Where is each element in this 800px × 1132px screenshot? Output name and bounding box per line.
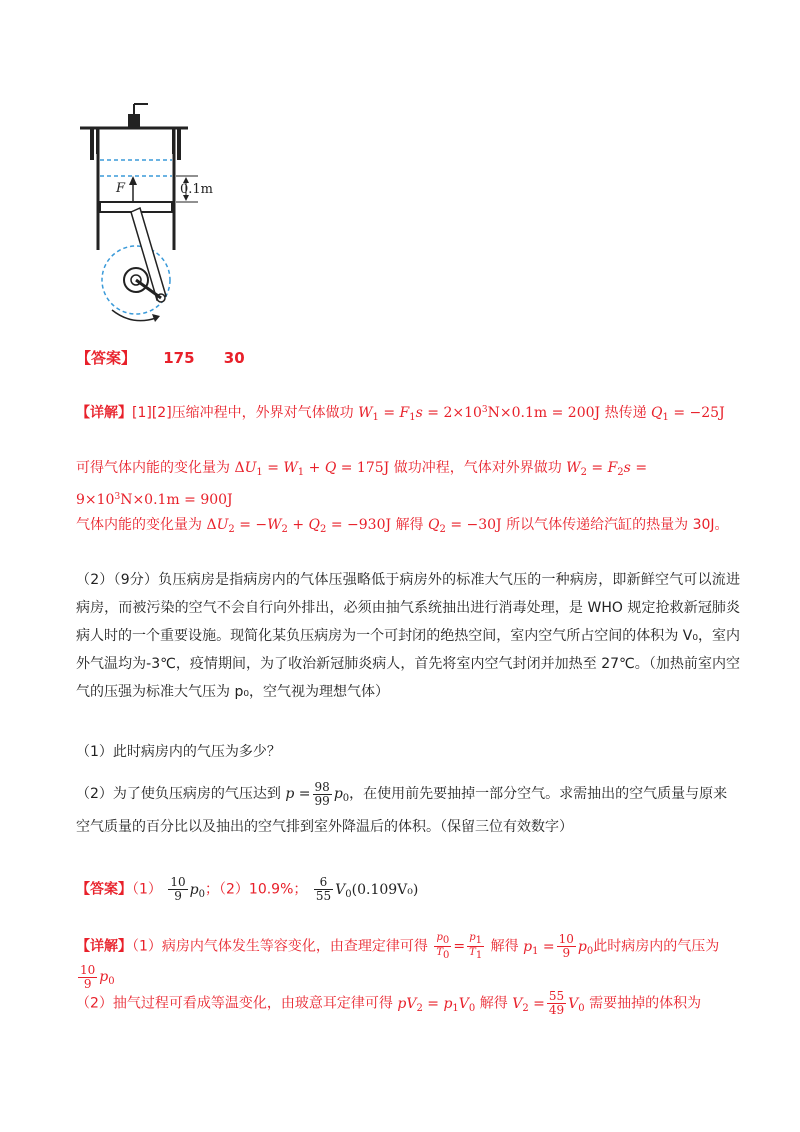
answer-2-part-1: （1） xyxy=(132,881,162,898)
answer-1 xyxy=(76,346,740,370)
detail-2-num: 10 xyxy=(558,932,574,946)
detail-2-v-num: 55 xyxy=(548,989,565,1003)
detail-1-text-4: 气体内能的变化量为 xyxy=(76,517,202,533)
detail-1-heat-text: 热传递 xyxy=(604,405,647,421)
answer-fraction-6-55: $\frac{6}{55}$ xyxy=(315,875,332,903)
eq-work-1-tail: N×0.1m = 200J xyxy=(487,405,601,421)
question-1: （1）此时病房内的气压为多少？ xyxy=(76,744,281,760)
fraction-98-99: $\frac{98}{99}$ xyxy=(314,779,330,808)
answer-value-2: 30 xyxy=(223,349,245,367)
eq-heat-2: = −30J xyxy=(450,517,502,533)
eq-exp-2: 3 xyxy=(114,492,121,502)
detail-2-line-2: （2）抽气过程可看成等温变化，由玻意耳定律可得 $pV_2 = p_1V_0$ 解得 $V_2$ = $\frac{55}{49}$ $V_0$ 需要抽掉的体积为 xyxy=(76,989,702,1017)
eq-work-1: = 2×10 xyxy=(427,405,482,421)
detail-2-text-2: 解得 xyxy=(490,938,519,955)
detail-2-text-4: （2）抽气过程可看成等温变化，由玻意耳定律可得 xyxy=(76,995,393,1012)
detail-2-text-3: 此时病房内的气压为 xyxy=(593,938,720,955)
eq-heat-1: = −25J xyxy=(673,405,725,421)
answer-2-decimal: (0.109V₀) xyxy=(351,881,419,898)
detail-1-text-5: 解得 xyxy=(395,517,424,533)
question-2-suffix: ，在使用前先要抽掉一部分空气。求需抽出的空气质量与原来空气质量的百分比以及抽出的空气排到室外降温后的体积。（保留三位有效数字） xyxy=(76,786,728,835)
detail-2-text-1: （1）病房内气体发生等容变化，由查理定律可得 xyxy=(132,938,428,955)
question-2: （2）为了使负压病房的气压达到 p = $\frac{98}{99}$ $p_0$，在使用前先要抽掉一部分空气。求需抽出的空气质量与原来空气质量的百分比以及抽出的空气排到室外降温后的体积。（保留三位有效数字） xyxy=(76,779,728,835)
detail-1-text-2: 可得气体内能的变化量为 xyxy=(76,460,230,476)
eq-energy-2: = −930J xyxy=(330,517,392,533)
question-2-prefix: （2）为了使负压病房的气压达到 xyxy=(76,786,281,802)
answer-2: 【答案】（1） $\frac{10}{9}$ $p_0$；（2）10.9%； $\frac{6}{55}$ $V_0(0.109V_0)$ xyxy=(76,875,419,903)
distance-label: 0.1m xyxy=(180,182,214,197)
problem-2-text: （2）（9分）负压病房是指病房内的气体压强略低于病房外的标准大气压的一种病房，即新鲜空气可以流进病房，而被污染的空气不会自行向外排出，必须由抽气系统抽出进行消毒处理，是 WHO 规定抢救新冠肺炎病人时的一个重要设施。现简化某负压病房为一个可封闭的绝热空间，室内空气所占空间的体积为 V₀，室内外气温均为-3℃，疫情期间，为了收治新冠肺炎病人，首先将室内空气封闭并加热至 27℃。（加热前室内空气的压强为标准大气压为 p₀，空气视为理想气体） xyxy=(76,572,740,700)
answer-value-1: 175 xyxy=(163,349,195,367)
eq-work-2-tail: N×0.1m = 900J xyxy=(120,492,233,508)
answer-tag: 【答案】 xyxy=(76,349,137,367)
detail-tag: 【详解】 xyxy=(76,405,132,421)
eq-energy-1: = 175J xyxy=(340,460,390,476)
detail-2-text-5: 解得 xyxy=(479,995,508,1012)
eq-work-2: = 9×10 xyxy=(76,460,648,508)
detail-1-line-1: 【详解】[1][2]压缩冲程中，外界对气体做功 $W_1 = F_1s = 2\times 10^3N\times 0.1m = 200J$ 热传递 $Q_1 = -25J$ xyxy=(76,405,725,423)
detail-1-line-2: 可得气体内能的变化量为 $\Delta U_1 = W_1 + Q = 175J$ 做功冲程，气体对外界做功 $W_2 = F_2s = 9\times 10^3N\times 0.1m = 900J$ xyxy=(76,460,648,508)
detail-2-v-den: 49 xyxy=(548,1003,565,1017)
detail-2-den: 9 xyxy=(562,946,571,960)
detail-1-conclusion: 所以气体传递给汽缸的热量为 30J。 xyxy=(506,517,729,533)
answer-2-part-2: ；（2）10.9%； xyxy=(205,881,308,898)
eq-exp-1: 3 xyxy=(481,405,488,415)
force-label: F xyxy=(116,181,126,196)
detail-2-text-6: 需要抽掉的体积为 xyxy=(589,995,702,1012)
answer-fraction-10-9: $\frac{10}{9}$ xyxy=(170,875,186,903)
answer-2-tag: 【答案】 xyxy=(76,881,132,898)
detail-2-tag: 【详解】 xyxy=(76,938,132,955)
detail-1-text-3: 做功冲程，气体对外界做功 xyxy=(393,460,562,476)
detail-1-text: [1][2]压缩冲程中，外界对气体做功 xyxy=(132,405,354,421)
detail-2-line-1: 【详解】（1）病房内气体发生等容变化，由查理定律可得 $\frac{p_0}{T_0}$ = $\frac{p_1}{T_1}$ 解得 $p_1$ = $\frac{10}{9}$ $p_0$此时病房内的气压为 $\frac{10}{9}$ $p_0$ xyxy=(76,932,720,991)
piston-diagram xyxy=(76,100,246,330)
detail-1-line-3: 气体内能的变化量为 $\Delta U_2 = -W_2 + Q_2 = -930J$ 解得 $Q_2 = -30J$ 所以气体传递给汽缸的热量为 30J。 xyxy=(76,517,729,535)
